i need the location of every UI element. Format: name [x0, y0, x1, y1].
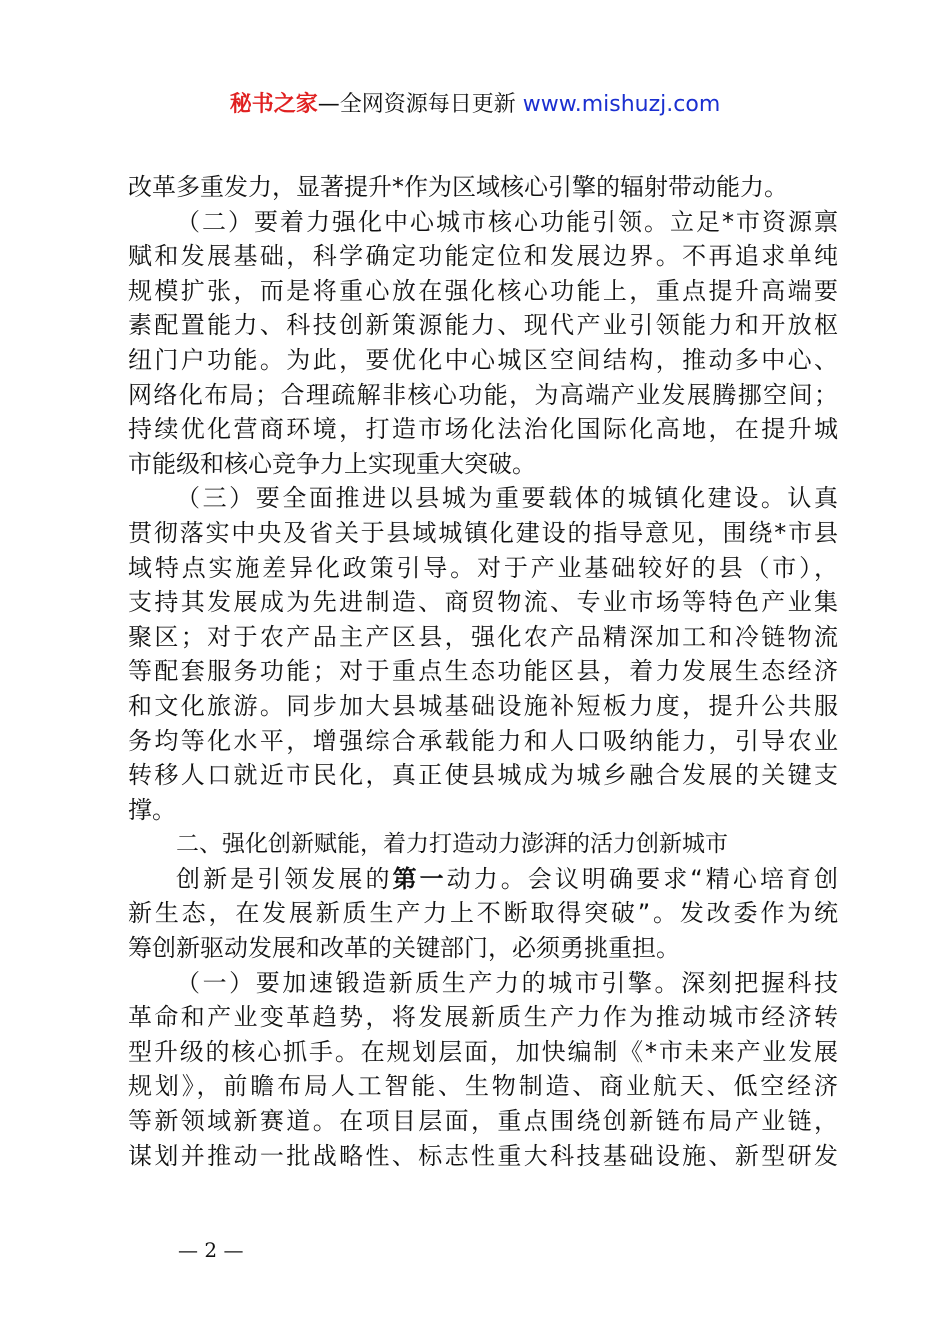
- site-url-link[interactable]: www.mishuzj.com: [522, 92, 721, 117]
- site-header: [0, 88, 950, 122]
- paragraph-line: [128, 862, 838, 897]
- bold-text: 第一: [392, 864, 447, 893]
- header-dash: —: [317, 92, 340, 117]
- paragraph-line: 规划》，前瞻布局人工智能、生物制造、商业航天、低空经济: [128, 1072, 838, 1101]
- paragraph-line: 撑。: [128, 795, 176, 824]
- paragraph-line: 型升级的核心抓手。在规划层面，加快编制《*市未来产业发展: [128, 1037, 838, 1066]
- paragraph-line: 市能级和核心竞争力上实现重大突破。: [128, 449, 536, 478]
- header-description: 全网资源每日更新: [339, 92, 516, 117]
- paragraph-line: （二）要着力强化中心城市核心功能引领。立足*市资源禀: [176, 207, 838, 236]
- paragraph-line: 新生态，在发展新质生产力上不断取得突破”。发改委作为统: [128, 899, 838, 928]
- paragraph-line: 等新领域新赛道。在项目层面，重点围绕创新链布局产业链，: [128, 1107, 838, 1136]
- page-number: — 2 —: [178, 1238, 244, 1262]
- brand-name: 秘书之家: [229, 92, 318, 117]
- paragraph-line: 改革多重发力，显著提升*作为区域核心引擎的辐射带动能力。: [128, 173, 788, 201]
- paragraph-line: 支持其发展成为先进制造、商贸物流、专业市场等特色产业集: [128, 588, 838, 617]
- paragraph-line: （三）要全面推进以县城为重要载体的城镇化建设。认真: [176, 484, 838, 513]
- paragraph-line: 纽门户功能。为此，要优化中心城区空间结构，推动多中心、: [128, 345, 838, 374]
- paragraph-line: 等配套服务功能；对于重点生态功能区县，着力发展生态经济: [128, 657, 838, 686]
- paragraph-line: 赋和发展基础，科学确定功能定位和发展边界。不再追求单纯: [128, 242, 838, 271]
- paragraph-line: （一）要加速锻造新质生产力的城市引擎。深刻把握科技: [176, 968, 838, 997]
- paragraph-line: 务均等化水平，增强综合承载能力和人口吸纳能力，引导农业: [128, 726, 838, 755]
- document-body: [128, 170, 838, 1173]
- paragraph-line: 革命和产业变革趋势，将发展新质生产力作为推动城市经济转: [128, 1003, 838, 1032]
- paragraph-line: 持续优化营商环境，打造市场化法治化国际化高地，在提升城: [128, 415, 838, 444]
- paragraph-line: 素配置能力、科技创新策源能力、现代产业引领能力和开放枢: [128, 311, 838, 340]
- paragraph-line: 域特点实施差异化政策引导。对于产业基础较好的县（市），: [128, 553, 838, 582]
- paragraph-line: 贯彻落实中央及省关于县域城镇化建设的指导意见，围绕*市县: [128, 518, 838, 547]
- inline-text: 动力。会议明确要求“精心培育创: [446, 864, 839, 893]
- paragraph-line: 和文化旅游。同步加大县城基础设施补短板力度，提升公共服: [128, 691, 838, 720]
- inline-text: 创新是引领发展的: [176, 864, 393, 893]
- paragraph-line: 转移人口就近市民化，真正使县城成为城乡融合发展的关键支: [128, 761, 838, 790]
- paragraph-line: 网络化布局；合理疏解非核心功能，为高端产业发展腾挪空间；: [128, 380, 838, 409]
- paragraph-line: 谋划并推动一批战略性、标志性重大科技基础设施、新型研发: [128, 1141, 838, 1170]
- paragraph-line: 规模扩张，而是将重心放在强化核心功能上，重点提升高端要: [128, 276, 838, 305]
- section-heading: 二、强化创新赋能，着力打造动力澎湃的活力创新城市: [176, 831, 728, 858]
- paragraph-line: 筹创新驱动发展和改革的关键部门，必须勇挑重担。: [128, 934, 680, 963]
- paragraph-line: 聚区；对于农产品主产区县，强化农产品精深加工和冷链物流: [128, 622, 838, 651]
